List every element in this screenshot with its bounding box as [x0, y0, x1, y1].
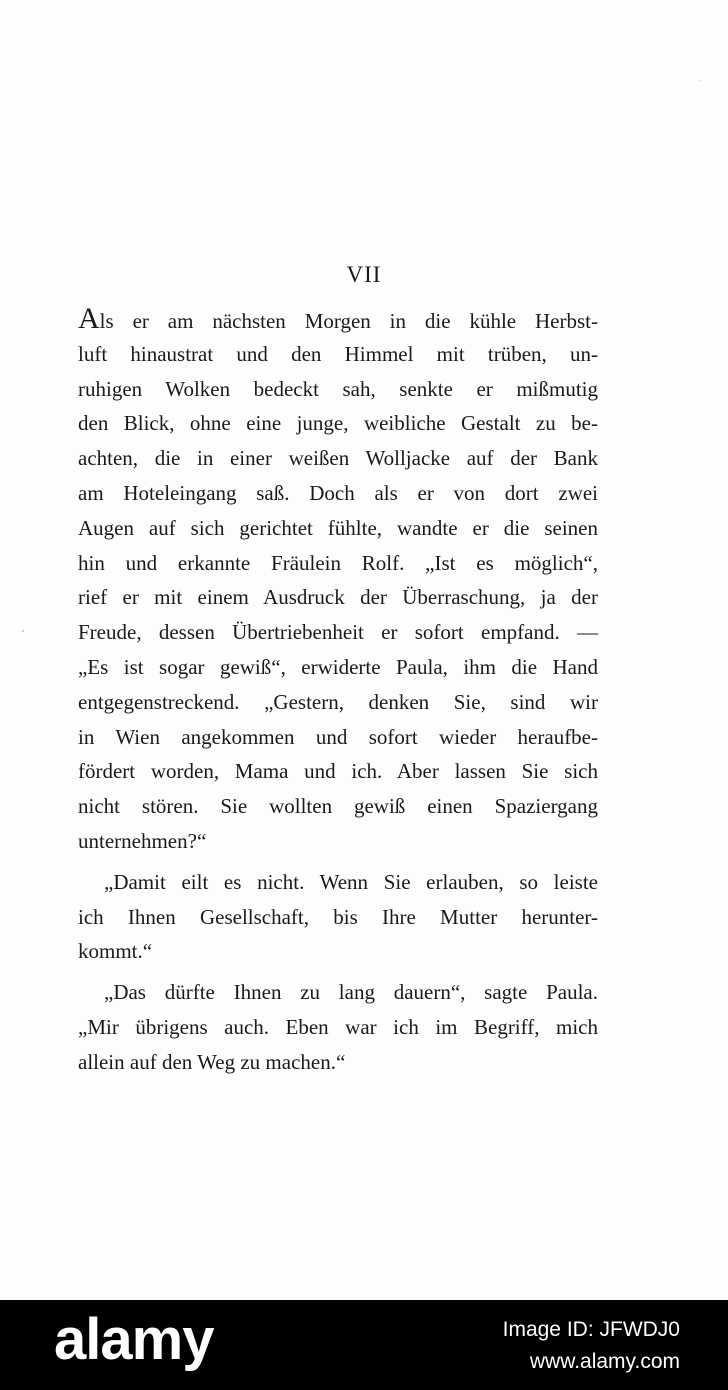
text-line: kommt.“	[78, 939, 153, 964]
text-line: entgegenstreckend. „Gestern, denken Sie, sind wir	[78, 689, 598, 714]
page-speck	[700, 80, 701, 81]
text-line: den Blick, ohne eine junge, weibliche Gestalt zu be-	[78, 411, 598, 436]
site-url-label: www.alamy.com	[529, 1350, 680, 1373]
paragraph-1	[78, 302, 598, 859]
text-line: in Wien angekommen und sofort wieder heraufbe-	[78, 724, 598, 749]
text-line: luft hinaustrat und den Himmel mit trüben, un-	[78, 341, 598, 366]
text-line: unternehmen?“	[78, 828, 207, 853]
text-line: Freude, dessen Übertriebenheit er sofort empfand. —	[78, 620, 598, 645]
text-line: rief er mit einem Ausdruck der Überraschung, ja der	[78, 585, 598, 610]
text-line: hin und erkannte Fräulein Rolf. „Ist es möglich“,	[78, 550, 598, 575]
text-line: ich Ihnen Gesellschaft, bis Ihre Mutter herunter-	[78, 904, 598, 929]
text-line: am Hoteleingang saß. Doch als er von dort zwei	[78, 480, 598, 505]
page-speck	[22, 630, 24, 632]
text-line: „Mir übrigens auch. Eben war ich im Begriff, mich	[78, 1014, 598, 1039]
text-line: Als er am nächsten Morgen in die kühle Herbst-	[78, 302, 598, 335]
text-line: allein auf den Weg zu machen.“	[78, 1049, 346, 1074]
text-line: nicht stören. Sie wollten gewiß einen Spaziergang	[78, 794, 598, 819]
paragraph-2	[78, 865, 598, 969]
image-id-label: Image ID: JFWDJ0	[502, 1318, 680, 1341]
paragraph-3	[78, 975, 598, 1079]
drop-cap: A	[78, 302, 100, 335]
text-line: Augen auf sich gerichtet fühlte, wandte er die seinen	[78, 515, 598, 540]
text-line: fördert worden, Mama und ich. Aber lassen Sie sich	[78, 759, 598, 784]
chapter-heading: VII	[346, 262, 382, 287]
alamy-logo: alamy	[54, 1307, 214, 1372]
text-line: „Damit eilt es nicht. Wenn Sie erlauben, so leiste	[104, 869, 598, 894]
text-line: „Es ist sogar gewiß“, erwiderte Paula, ihm die Hand	[78, 654, 598, 679]
text-line: ruhigen Wolken bedeckt sah, senkte er mißmutig	[78, 376, 598, 401]
text-line: achten, die in einer weißen Wolljacke auf der Bank	[78, 446, 598, 471]
text-line: „Das dürfte Ihnen zu lang dauern“, sagte Paula.	[104, 980, 598, 1005]
body-text	[78, 302, 598, 1080]
